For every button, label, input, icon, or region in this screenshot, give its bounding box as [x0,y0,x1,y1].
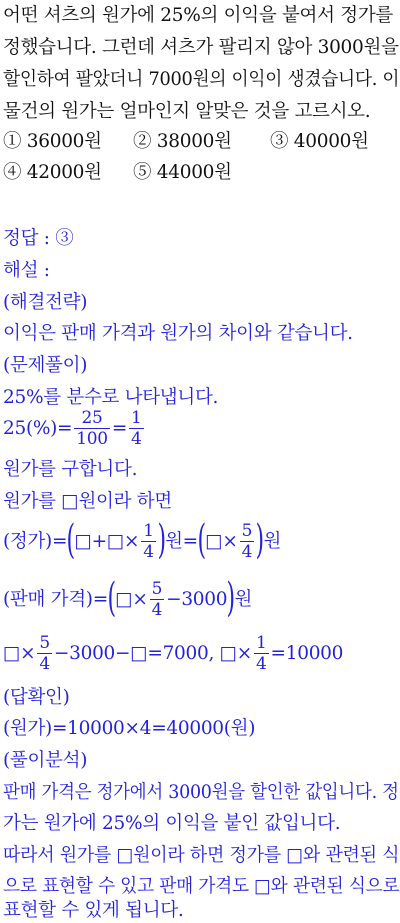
eq1-lhs: 25(%)= [3,417,73,439]
fraction-denominator: 4 [151,600,163,621]
analysis-line-3: 따라서 원가를 □원이라 하면 정가를 □와 관련된 식 [3,845,400,866]
left-paren: ( [197,516,206,563]
fraction-numerator: 25 [81,408,103,428]
option-4: ④ 42000원 [3,162,102,183]
fraction-numerator: 1 [131,408,142,428]
equation-solve [3,633,343,674]
right-paren: ) [157,516,166,563]
analysis-line-1: 판매 가격은 정가에서 3000원을 할인한 값입니다. 정 [3,782,399,803]
fraction-numerator: 1 [256,633,267,653]
fraction-denominator: 4 [256,654,267,675]
eq4-a: □× [3,642,36,664]
option-3: ③ 40000원 [270,131,369,152]
eq3-rest: −3000 [166,588,228,610]
step-2: 원가를 구합니다. [3,459,138,480]
strategy-text: 이익은 판매 가격과 원가의 차이와 같습니다. [3,323,353,344]
fraction-1-4 [254,633,269,674]
equation-percent-fraction [3,408,146,449]
option-5: ⑤ 44000원 [133,162,232,183]
fraction-numerator: 1 [143,521,154,541]
analysis-line-2: 가는 원가에 25%의 이익을 붙인 값입니다. [3,813,341,834]
analysis-line-4: 으로 표현할 수 있고 판매 가격도 □와 관련된 식으로 [3,876,400,897]
fraction-denominator: 4 [131,429,142,450]
fraction-numerator: 5 [151,579,163,599]
eq1-equals: = [111,417,128,439]
fraction-5-4 [240,521,255,562]
eq3-end: 원 [234,588,253,610]
fraction-5-4 [37,633,52,674]
strategy-label: (해결전략) [3,292,88,313]
analysis-line-5: 표현할 수 있게 됩니다. [3,900,184,921]
step-3: 원가를 □원이라 하면 [3,491,172,512]
fraction-denominator: 4 [143,542,154,563]
eq2-lhs: (정가)= [3,530,68,552]
right-paren: ) [226,574,236,621]
fraction-denominator: 100 [76,429,108,450]
fraction-5-4 [150,579,165,620]
question-line-2: 정했습니다. 그런데 셔츠가 팔리지 않아 3000원을 [3,37,399,58]
fraction-1-4 [141,521,156,562]
option-1: ① 36000원 [3,131,102,152]
check-label: (답확인) [3,687,70,708]
left-paren: ( [107,574,116,621]
fraction-denominator: 4 [39,654,50,675]
eq2-inner-1: □+□× [74,530,140,552]
eq2-end: 원 [263,530,282,552]
question-line-3: 할인하여 팔았더니 7000원의 이익이 생겼습니다. 이 [3,69,400,90]
equation-sale-price [3,574,253,621]
fraction-numerator: 5 [241,521,253,541]
eq2-inner-2: □× [205,530,238,552]
option-2: ② 38000원 [133,131,232,152]
analysis-label: (풀이분석) [3,750,88,771]
check-text: (원가)=10000×4=40000(원) [3,718,256,739]
eq3-lhs: (판매 가격)= [3,588,108,610]
eq3-inner: □× [115,588,148,610]
question-line-4: 물건의 원가는 얼마인지 알맞은 것을 고르시오. [3,101,371,122]
equation-list-price [3,516,282,563]
eq4-b: −3000−□=7000, □× [53,642,253,664]
right-paren: ) [255,516,264,563]
explanation-label: 해설 : [3,260,50,281]
eq2-mid: 원= [165,530,198,552]
question-line-1: 어떤 셔츠의 원가에 25%의 이익을 붙여서 정가를 [3,5,393,26]
answer-label: 정답 : ③ [3,228,74,249]
fraction-1-4 [129,408,144,449]
fraction-numerator: 5 [39,633,50,653]
fraction-denominator: 4 [241,542,253,563]
eq4-c: =10000 [270,642,344,664]
left-paren: ( [66,516,76,563]
solution-label: (문제풀이) [3,355,88,376]
step-1: 25%를 분수로 나타냅니다. [3,387,219,408]
fraction-25-100 [74,408,110,449]
